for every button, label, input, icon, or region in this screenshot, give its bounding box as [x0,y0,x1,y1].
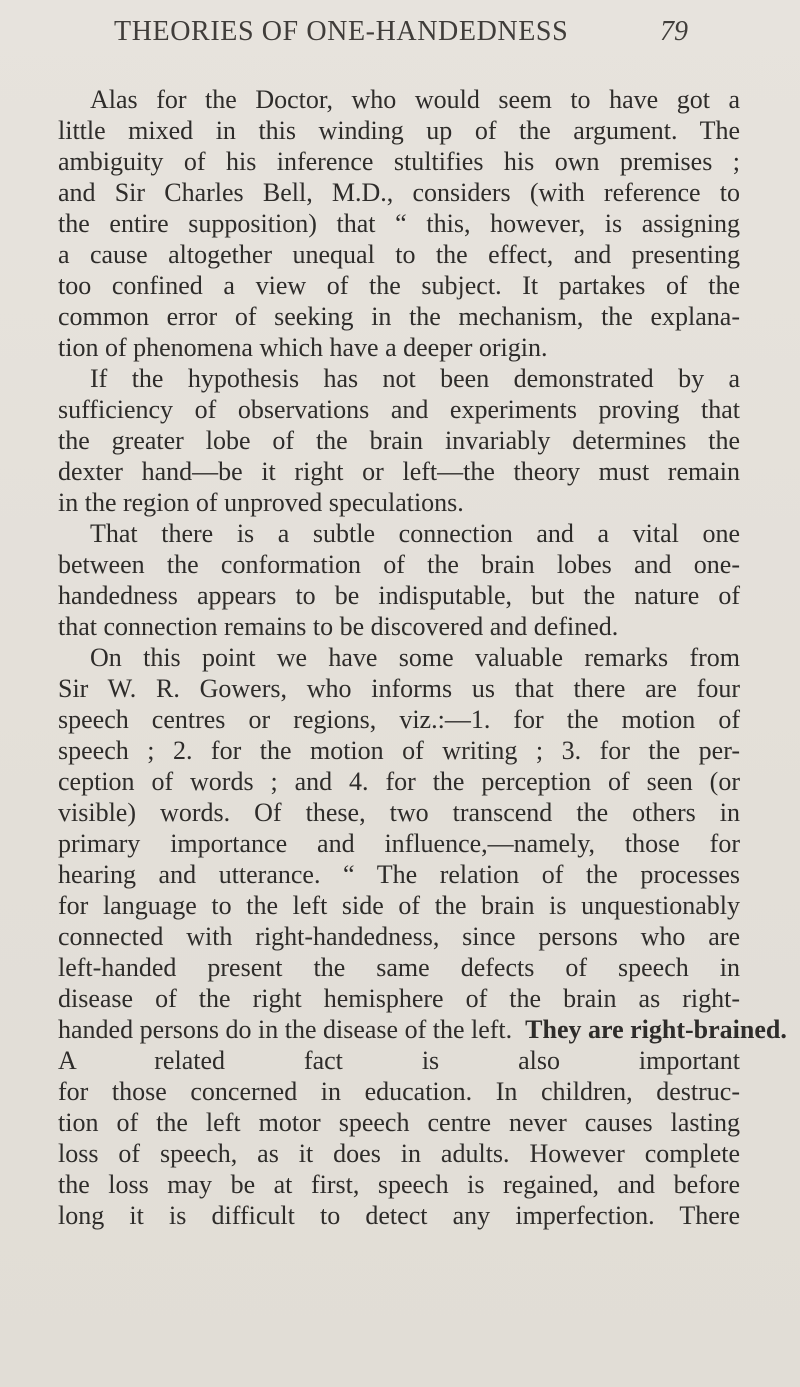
text-line: and Sir Charles Bell, M.D., considers (with reference to [58,178,740,207]
text-line: in the region of unproved speculations. [58,488,464,517]
bold-phrase: They are right-brained. [525,1015,787,1044]
text-line: that connection remains to be discovered and defined. [58,612,619,641]
text-line: primary importance and influence,—namely, those for [58,829,740,858]
text-line: sufficiency of observations and experiments proving that [58,395,740,424]
text-line: Sir W. R. Gowers, who informs us that there are four [58,674,740,703]
page-number: 79 [660,16,688,47]
text-line: ception of words ; and 4. for the perception of seen (or [58,767,740,796]
text-line: hearing and utterance. “ The relation of the processes [58,860,740,889]
text-line: If the hypothesis has not been demonstrated by a [90,364,740,393]
text-line: On this point we have some valuable remarks from [90,643,740,672]
text-line: common error of seeking in the mechanism, the explana- [58,302,740,331]
text-line-part: handed persons do in the disease of the left. [58,1015,513,1044]
text-line: the loss may be at first, speech is regained, and before [58,1170,740,1199]
text-line-mixed [58,1014,787,1045]
text-line: handedness appears to be indisputable, but the nature of [58,581,740,610]
text-line: disease of the right hemisphere of the brain as right- [58,984,740,1013]
text-line: speech centres or regions, viz.:—1. for the motion of [58,705,740,734]
text-line: tion of the left motor speech centre never causes lasting [58,1108,740,1137]
text-line: visible) words. Of these, two transcend the others in [58,798,740,827]
text-line: too confined a view of the subject. It partakes of the [58,271,740,300]
text-line: for those concerned in education. In children, destruc- [58,1077,740,1106]
text-line: Alas for the Doctor, who would seem to have got a [90,85,740,114]
text-line: left-handed present the same defects of speech in [58,953,740,982]
text-line: A related fact is also important [58,1046,740,1075]
text-line: tion of phenomena which have a deeper origin. [58,333,548,362]
text-line: a cause altogether unequal to the effect, and presenting [58,240,740,269]
running-head [114,16,688,56]
text-line: dexter hand—be it right or left—the theory must remain [58,457,740,486]
text-line: the entire supposition) that “ this, however, is assigning [58,209,740,238]
text-line: loss of speech, as it does in adults. However complete [58,1139,740,1168]
text-line: little mixed in this winding up of the argument. The [58,116,740,145]
body-text [58,84,787,1231]
text-line: between the conformation of the brain lobes and one- [58,550,740,579]
text-line: speech ; 2. for the motion of writing ; 3. for the per- [58,736,740,765]
text-line: ambiguity of his inference stultifies his own premises ; [58,147,740,176]
running-title: THEORIES OF ONE-HANDEDNESS [114,16,569,47]
text-line: That there is a subtle connection and a vital one [90,519,740,548]
text-line: long it is difficult to detect any imperfection. There [58,1201,740,1230]
text-line: for language to the left side of the brain is unquestionably [58,891,740,920]
text-line: the greater lobe of the brain invariably determines the [58,426,740,455]
text-line: connected with right-handedness, since persons who are [58,922,740,951]
